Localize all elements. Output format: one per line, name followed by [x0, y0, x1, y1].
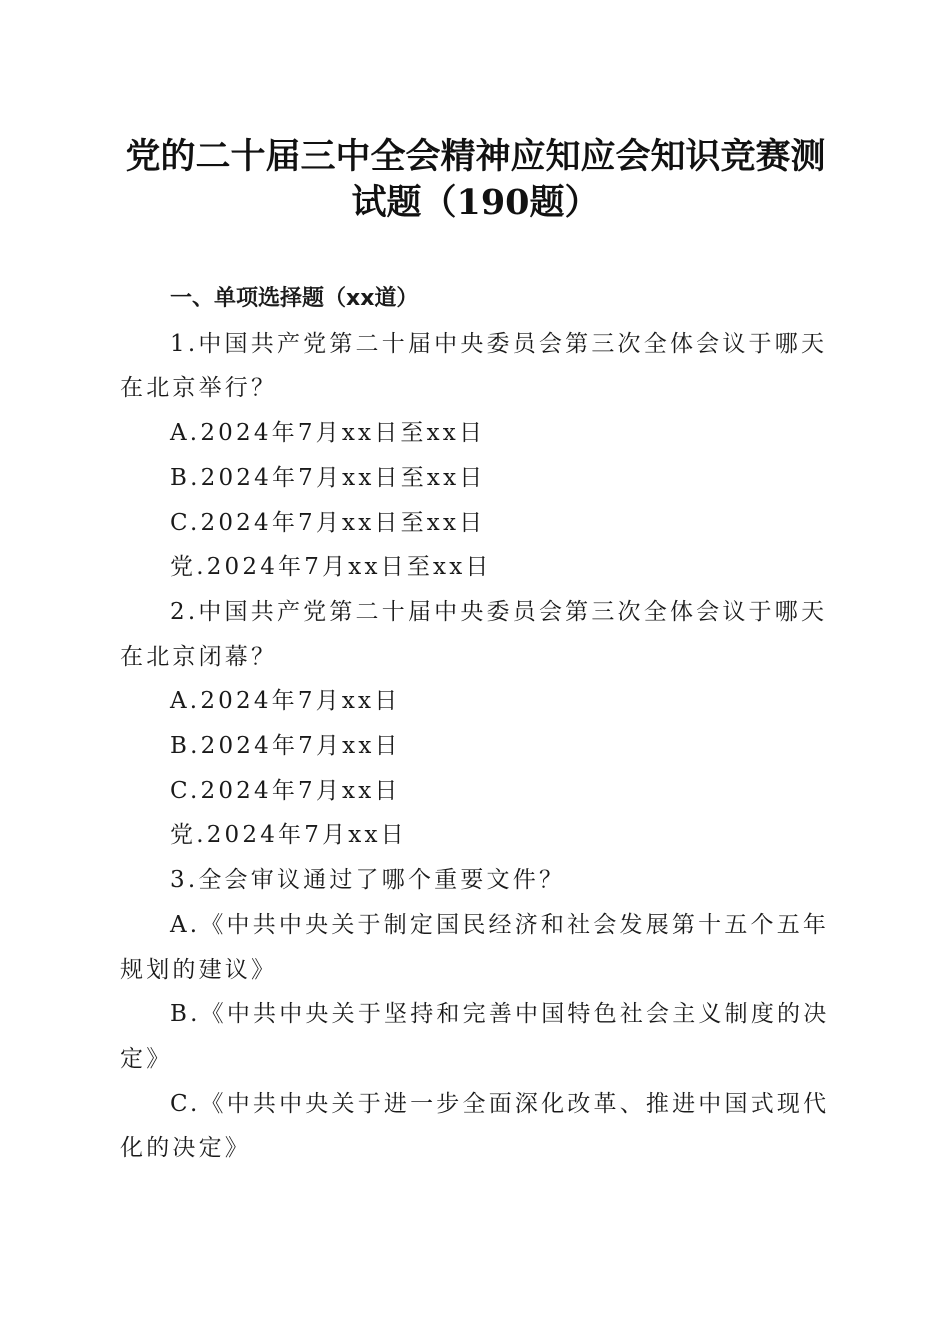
question-3-option-a-line-2: 规划的建议》 — [120, 956, 278, 983]
question-2-option-c: C.2024年7月xx日 — [170, 777, 401, 804]
question-3-option-a-line-1: A.《中共中央关于制定国民经济和社会发展第十五个五年 — [170, 911, 830, 938]
question-3-option-b — [120, 992, 830, 1081]
question-3-stem — [120, 858, 830, 903]
title-line-2: 试题（190题） — [351, 182, 600, 223]
question-3-option-c — [120, 1082, 830, 1171]
question-3-option-c-line-1: C.《中共中央关于进一步全面深化改革、推进中国式现代 — [170, 1090, 830, 1117]
question-3-stem-line-1: 3.全会审议通过了哪个重要文件？ — [170, 867, 566, 894]
question-3-option-b-line-2: 定》 — [120, 1045, 173, 1072]
question-2-stem-line-2: 在北京闭幕？ — [120, 643, 278, 670]
question-1-option-b: B.2024年7月xx日至xx日 — [170, 464, 486, 491]
question-3-option-a — [120, 903, 830, 992]
question-1-stem-line-2: 在北京举行？ — [120, 375, 278, 402]
document-body — [120, 277, 830, 1171]
document-title — [118, 134, 833, 226]
question-2-option-a: A.2024年7月xx日 — [170, 688, 401, 715]
question-1-option-c: C.2024年7月xx日至xx日 — [170, 509, 486, 536]
question-1-option-d: 党.2024年7月xx日至xx日 — [170, 554, 492, 581]
question-1-stem — [120, 322, 830, 411]
question-3-option-b-line-1: B.《中共中央关于坚持和完善中国特色社会主义制度的决 — [170, 1001, 830, 1028]
question-2-stem-line-1: 2.中国共产党第二十届中央委员会第三次全体会议于哪天 — [170, 598, 828, 625]
question-3-option-c-line-2: 化的决定》 — [120, 1135, 251, 1162]
question-1-stem-line-1: 1.中国共产党第二十届中央委员会第三次全体会议于哪天 — [170, 330, 828, 357]
question-2-option-b: B.2024年7月xx日 — [170, 733, 401, 760]
section-heading: 一、单项选择题（xx道） — [170, 286, 419, 311]
question-1-option-a: A.2024年7月xx日至xx日 — [170, 420, 486, 447]
question-2-option-d: 党.2024年7月xx日 — [170, 822, 407, 849]
title-line-1: 党的二十届三中全会精神应知应会知识竞赛测 — [125, 136, 826, 177]
question-2-stem — [120, 590, 830, 679]
